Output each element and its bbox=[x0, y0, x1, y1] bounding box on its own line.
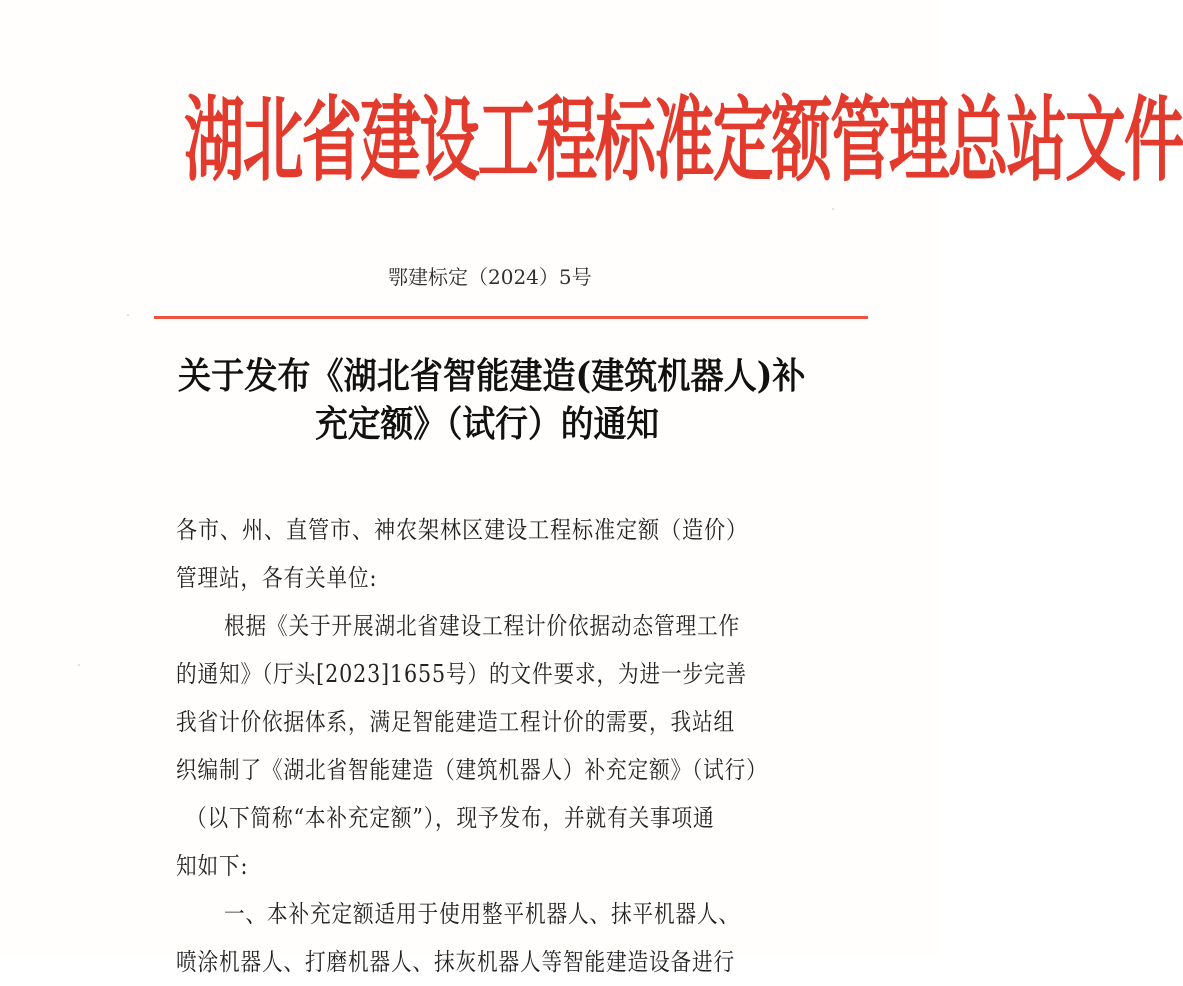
red-separator-rule bbox=[154, 316, 868, 319]
body-text-line: 根据《关于开展湖北省建设工程计价依据动态管理工作 bbox=[224, 612, 740, 640]
notice-title-line: 充定额》（试行）的通知 bbox=[315, 403, 659, 445]
scan-speck bbox=[127, 314, 129, 316]
body-text-line: 我省计价依据体系，满足智能建造工程计价的需要，我站组 bbox=[176, 708, 735, 736]
scan-speck bbox=[832, 208, 834, 210]
body-text-line: 的通知》（厅头[2023]1655号）的文件要求，为进一步完善 bbox=[176, 660, 747, 688]
notice-title bbox=[178, 352, 843, 448]
scan-speck bbox=[78, 664, 80, 666]
body-text-line: 知如下: bbox=[176, 852, 249, 880]
body-text-line: 喷涂机器人、打磨机器人、抹灰机器人等智能建造设备进行 bbox=[176, 948, 735, 976]
body-text-line: 各市、州、直管市、神农架林区建设工程标准定额（造价） bbox=[176, 516, 748, 544]
document-number: 鄂建标定（2024）5号 bbox=[388, 265, 592, 289]
notice-title-line: 关于发布《湖北省智能建造(建筑机器人)补 bbox=[178, 355, 806, 397]
body-text-line: 一、本补充定额适用于使用整平机器人、抹平机器人、 bbox=[224, 900, 740, 928]
notice-body bbox=[176, 506, 851, 976]
body-text-line: 管理站，各有关单位: bbox=[176, 564, 378, 592]
body-text-line: （以下简称“本补充定额”），现予发布，并就有关事项通 bbox=[186, 804, 715, 832]
agency-red-header: 湖北省建设工程标准定额管理总站文件 bbox=[184, 86, 1183, 194]
body-text-line: 织编制了《湖北省智能建造（建筑机器人）补充定额》（试行） bbox=[176, 756, 768, 784]
